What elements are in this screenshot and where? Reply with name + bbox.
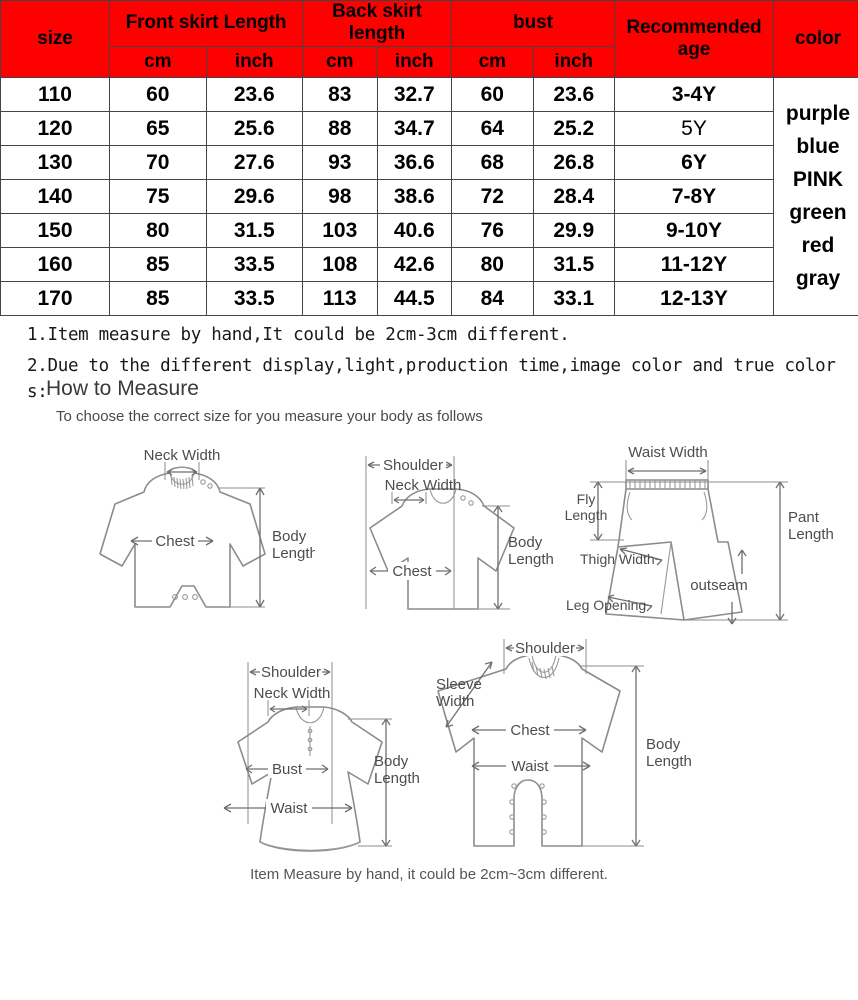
header-back-inch: inch (377, 46, 452, 77)
footer-note: Item Measure by hand, it could be 2cm~3cm different. (250, 865, 608, 883)
cell-front-cm: 60 (110, 77, 207, 111)
label-neck-width: Neck Width (143, 446, 221, 464)
diagram-pants (556, 442, 856, 635)
diagram-sweatshirt (318, 446, 568, 631)
cell-bust-inch: 26.8 (533, 145, 615, 179)
note-line-2: 2.Due to the different display,light,production time,image color and true color (27, 355, 836, 376)
note-line-2-continuation: s: (27, 381, 48, 402)
bodysuit-svg (60, 444, 315, 629)
how-to-measure-title: How to Measure (46, 376, 199, 400)
note-line-1: 1.Item measure by hand,It could be 2cm-3cm different. (27, 324, 570, 345)
cell-bust-inch: 25.2 (533, 111, 615, 145)
label-fly-length-line1: Fly (576, 490, 596, 507)
cell-front-inch: 25.6 (206, 111, 303, 145)
label-body-length-line2: Length (272, 544, 315, 562)
cell-bust-inch: 29.9 (533, 213, 615, 247)
cell-back-cm: 103 (303, 213, 378, 247)
cell-bust-cm: 76 (452, 213, 534, 247)
cell-age: 3-4Y (615, 77, 774, 111)
cell-age: 5Y (615, 111, 774, 145)
cell-age: 9-10Y (615, 213, 774, 247)
diagram-romper (424, 634, 704, 869)
label-body-length-line1: Body (272, 527, 307, 545)
label-body-length-line1: Body (374, 752, 409, 770)
cell-age: 11-12Y (615, 247, 774, 281)
cell-back-inch: 42.6 (377, 247, 452, 281)
cell-bust-cm: 84 (452, 281, 534, 315)
measurement-diagrams (0, 434, 858, 904)
dress-svg (196, 634, 456, 864)
header-bust-cm: cm (452, 46, 534, 77)
label-shoulder: Shoulder (260, 663, 322, 681)
cell-back-cm: 98 (303, 179, 378, 213)
cell-back-inch: 34.7 (377, 111, 452, 145)
label-waist: Waist (270, 799, 308, 817)
cell-back-inch: 32.7 (377, 77, 452, 111)
romper-svg (424, 634, 704, 864)
header-size: size (1, 1, 110, 78)
cell-age: 12-13Y (615, 281, 774, 315)
cell-size: 140 (1, 179, 110, 213)
label-body-length-line2: Length (374, 769, 420, 787)
label-bust: Bust (271, 760, 303, 778)
label-body-length-line1: Body (646, 735, 681, 753)
diagram-bodysuit (60, 444, 315, 634)
how-to-measure-subtitle: To choose the correct size for you measure your body as follows (56, 407, 483, 425)
cell-bust-inch: 28.4 (533, 179, 615, 213)
label-pant-length-line1: Pant (788, 508, 819, 526)
label-body-length-line2: Length (646, 752, 692, 770)
cell-size: 160 (1, 247, 110, 281)
cell-front-inch: 27.6 (206, 145, 303, 179)
label-leg-opening: Leg Opening (566, 596, 647, 613)
cell-bust-inch: 33.1 (533, 281, 615, 315)
cell-front-inch: 29.6 (206, 179, 303, 213)
label-pant-length-line2: Length (788, 525, 834, 543)
header-bust-inch: inch (533, 46, 615, 77)
header-front-inch: inch (206, 46, 303, 77)
cell-back-inch: 36.6 (377, 145, 452, 179)
label-outseam: outseam (690, 576, 748, 594)
cell-back-cm: 93 (303, 145, 378, 179)
label-chest: Chest (155, 532, 195, 550)
cell-back-cm: 88 (303, 111, 378, 145)
cell-back-cm: 113 (303, 281, 378, 315)
cell-front-inch: 31.5 (206, 213, 303, 247)
cell-front-cm: 85 (110, 247, 207, 281)
diagram-dress (196, 634, 456, 869)
notes-section (0, 316, 858, 434)
cell-front-cm: 75 (110, 179, 207, 213)
header-back-cm: cm (303, 46, 378, 77)
label-shoulder: Shoulder (514, 639, 576, 657)
sweatshirt-svg (318, 446, 568, 626)
cell-front-cm: 70 (110, 145, 207, 179)
table-row (1, 77, 858, 111)
label-body-length-line2: Length (508, 550, 554, 568)
table-row (1, 145, 858, 179)
table-row (1, 179, 858, 213)
cell-bust-inch: 31.5 (533, 247, 615, 281)
cell-bust-inch: 23.6 (533, 77, 615, 111)
header-back-skirt-length: Back skirt length (303, 1, 452, 47)
label-fly-length-line2: Length (564, 506, 608, 523)
cell-age: 7-8Y (615, 179, 774, 213)
header-front-skirt-length: Front skirt Length (110, 1, 303, 47)
table-header (1, 1, 858, 78)
label-waist: Waist (511, 757, 549, 775)
table-row (1, 281, 858, 315)
label-thigh-width: Thigh Width (580, 550, 655, 567)
cell-bust-cm: 60 (452, 77, 534, 111)
cell-bust-cm: 72 (452, 179, 534, 213)
cell-back-inch: 44.5 (377, 281, 452, 315)
size-chart-table (0, 0, 858, 316)
table-row (1, 111, 858, 145)
cell-front-inch: 33.5 (206, 281, 303, 315)
table-row (1, 213, 858, 247)
cell-size: 120 (1, 111, 110, 145)
pants-svg (556, 442, 856, 630)
cell-bust-cm: 64 (452, 111, 534, 145)
cell-front-cm: 65 (110, 111, 207, 145)
cell-front-inch: 33.5 (206, 247, 303, 281)
cell-front-cm: 85 (110, 281, 207, 315)
label-neck-width: Neck Width (384, 476, 462, 494)
table-header-row-main (1, 1, 858, 47)
label-sleeve-width-line1: Sleeve (436, 675, 482, 693)
label-shoulder: Shoulder (382, 456, 444, 474)
cell-front-cm: 80 (110, 213, 207, 247)
label-body-length-line1: Body (508, 533, 543, 551)
cell-back-inch: 40.6 (377, 213, 452, 247)
header-bust: bust (452, 1, 615, 47)
header-color: color (774, 1, 858, 78)
label-chest: Chest (392, 562, 432, 580)
cell-bust-cm: 68 (452, 145, 534, 179)
cell-bust-cm: 80 (452, 247, 534, 281)
table-row (1, 247, 858, 281)
cell-front-inch: 23.6 (206, 77, 303, 111)
cell-back-cm: 108 (303, 247, 378, 281)
cell-back-inch: 38.6 (377, 179, 452, 213)
cell-size: 150 (1, 213, 110, 247)
cell-size: 110 (1, 77, 110, 111)
label-neck-width: Neck Width (253, 684, 331, 702)
table-body (1, 77, 858, 315)
label-sleeve-width-line2: Width (436, 692, 475, 710)
cell-size: 170 (1, 281, 110, 315)
cell-size: 130 (1, 145, 110, 179)
label-waist-width: Waist Width (628, 443, 708, 461)
header-recommended-age: Recommended age (615, 1, 774, 78)
cell-colors: purple blue PINK green red gray (774, 77, 858, 315)
label-chest: Chest (510, 721, 550, 739)
header-front-cm: cm (110, 46, 207, 77)
cell-age: 6Y (615, 145, 774, 179)
cell-back-cm: 83 (303, 77, 378, 111)
